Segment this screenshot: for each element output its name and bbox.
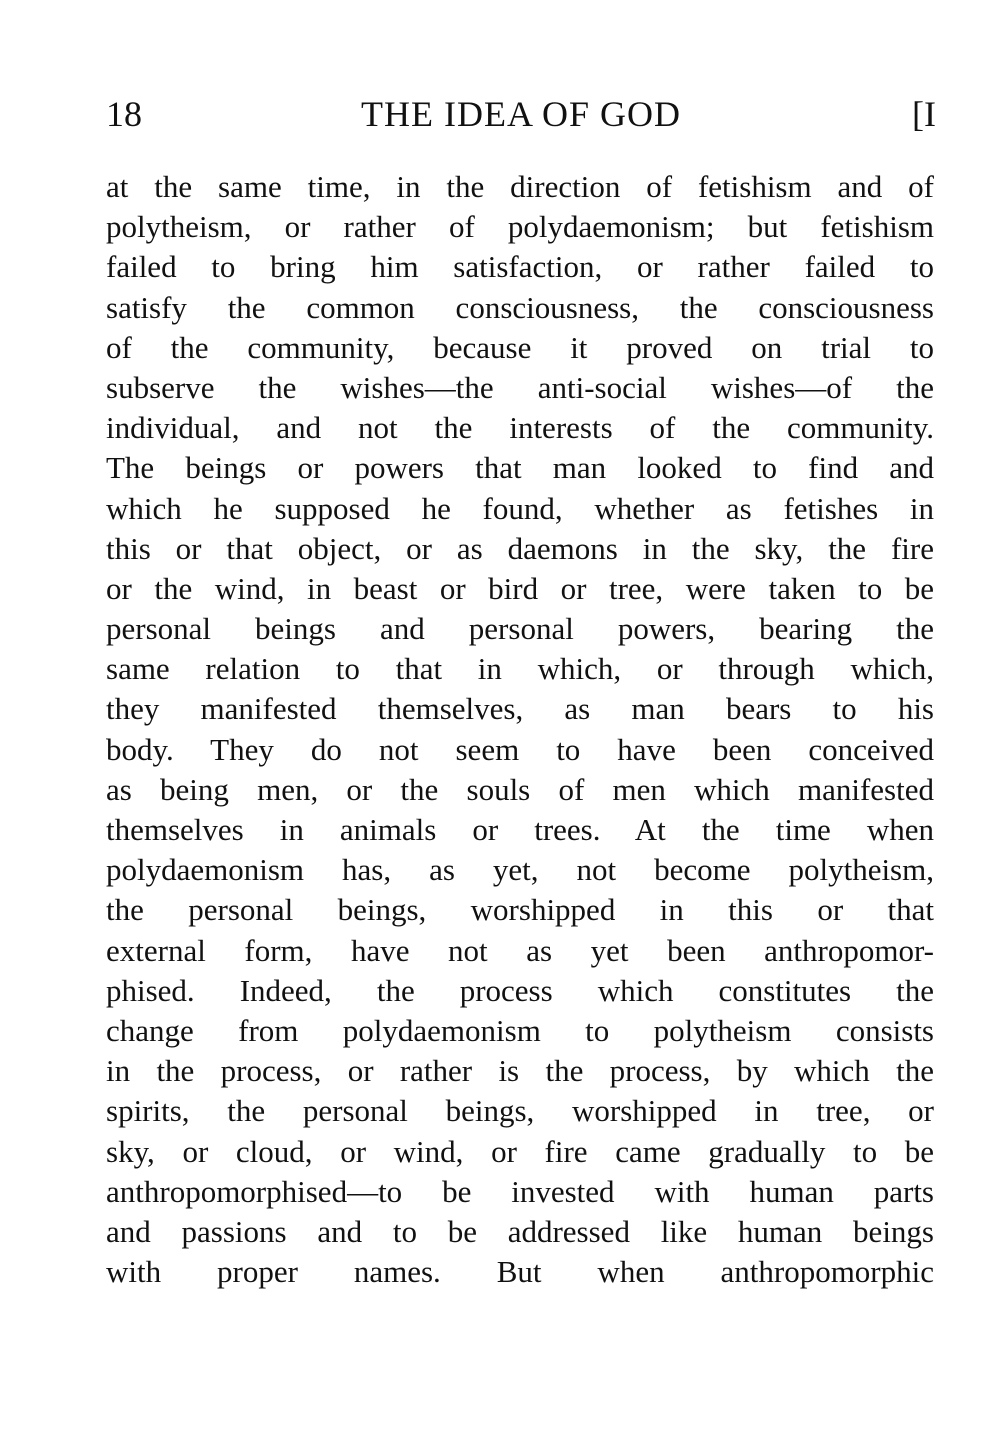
text-line: body. They do not seem to have been conceived (106, 731, 934, 767)
chapter-mark: [I (912, 94, 936, 134)
text-line: anthropomorphised—to be invested with human parts (106, 1173, 934, 1209)
text-line: The beings or powers that man looked to find and (106, 450, 934, 486)
text-line: polydaemonism has, as yet, not become polytheism, (106, 852, 934, 888)
text-line: they manifested themselves, as man bears to his (106, 691, 934, 727)
text-line: themselves in animals or trees. At the time when (106, 812, 934, 847)
text-line: at the same time, in the direction of fetishism and of (106, 169, 934, 204)
text-line: subserve the wishes—the anti-social wishes—of the (106, 369, 934, 405)
text-line: personal beings and personal powers, bearing the (106, 611, 934, 647)
text-line: phised. Indeed, the process which constitutes the (106, 972, 934, 1008)
text-line: in the process, or rather is the process, by which the (106, 1053, 934, 1089)
text-line: spirits, the personal beings, worshipped in tree, or (106, 1093, 934, 1129)
text-line: with proper names. But when anthropomorphic (106, 1254, 934, 1290)
text-line: as being men, or the souls of men which manifested (106, 771, 934, 807)
text-line: or the wind, in beast or bird or tree, were taken to be (106, 570, 934, 606)
page-header (106, 92, 936, 136)
text-line: this or that object, or as daemons in the sky, the fire (106, 530, 934, 566)
text-line: which he supposed he found, whether as fetishes in (106, 490, 934, 526)
page-number: 18 (106, 94, 142, 134)
text-line: of the community, because it proved on trial to (106, 329, 934, 365)
text-line: sky, or cloud, or wind, or fire came gradually to be (106, 1133, 934, 1169)
text-line: external form, have not as yet been anthropomor- (106, 932, 934, 968)
text-line: change from polydaemonism to polytheism consists (106, 1012, 934, 1048)
body-text (106, 167, 934, 1292)
text-line: same relation to that in which, or through which, (106, 651, 934, 687)
running-title: THE IDEA OF GOD (361, 94, 681, 134)
text-line: failed to bring him satisfaction, or rather failed to (106, 249, 934, 285)
text-line: polytheism, or rather of polydaemonism; but fetishism (106, 209, 934, 245)
text-line: and passions and to be addressed like human beings (106, 1213, 934, 1249)
text-line: the personal beings, worshipped in this or that (106, 892, 934, 928)
text-line: individual, and not the interests of the community. (106, 410, 934, 446)
text-line: satisfy the common consciousness, the consciousness (106, 289, 934, 325)
